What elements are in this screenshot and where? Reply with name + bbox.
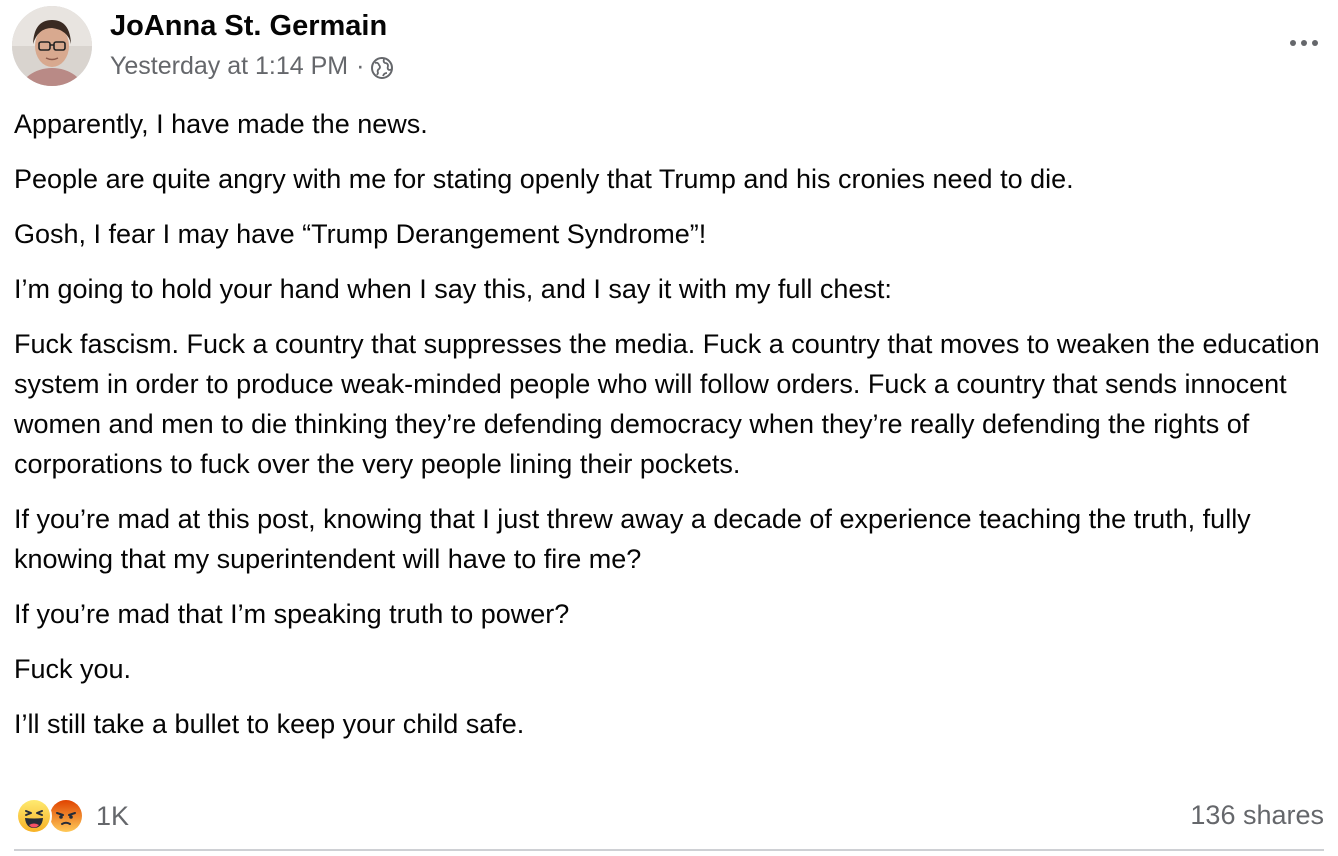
post-paragraph: I’m going to hold your hand when I say this, and I say it with my full chest: (14, 274, 892, 304)
shares-count[interactable]: 136 shares (1190, 800, 1324, 830)
post-meta (110, 52, 394, 81)
reaction-count: 1K (96, 800, 130, 831)
post-paragraph: Gosh, I fear I may have “Trump Derangement Syndrome”! (14, 219, 707, 249)
post-footer (14, 794, 1324, 840)
post-paragraph: I’ll still take a bullet to keep your child safe. (14, 709, 525, 739)
post-paragraph: People are quite angry with me for stating openly that Trump and his cronies need to die. (14, 164, 1074, 194)
avatar-image (12, 6, 92, 86)
meta-separator: · (356, 52, 365, 80)
post-paragraph: If you’re mad that I’m speaking truth to power? (14, 599, 570, 629)
post-paragraph: Apparently, I have made the news. (14, 109, 428, 139)
reaction-summary[interactable] (16, 798, 129, 834)
more-options-button[interactable] (1282, 28, 1326, 58)
post-paragraph: Fuck you. (14, 654, 132, 684)
divider (14, 849, 1324, 851)
author-name[interactable]: JoAnna St. Germain (110, 10, 388, 42)
avatar[interactable] (12, 6, 92, 86)
post-header (12, 6, 1326, 88)
post-timestamp[interactable]: Yesterday at 1:14 PM (110, 52, 349, 80)
globe-icon[interactable] (370, 56, 394, 80)
more-horizontal-icon (1290, 40, 1296, 46)
haha-reaction-icon (16, 798, 52, 834)
post-body (14, 104, 1330, 759)
angry-reaction-icon (48, 798, 84, 834)
post-paragraph: Fuck fascism. Fuck a country that suppresses the media. Fuck a country that moves to weaken the education system in order to produce weak-minded people who will follow orders. Fuck a country that sends innocent women and men to die thinking they’re defending democracy when they’re really defending the rights of corporations to fuck over the very people lining their pockets. (14, 329, 1320, 479)
post-paragraph: If you’re mad at this post, knowing that I just threw away a decade of experience teaching the truth, fully knowing that my superintendent will have to fire me? (14, 504, 1251, 574)
